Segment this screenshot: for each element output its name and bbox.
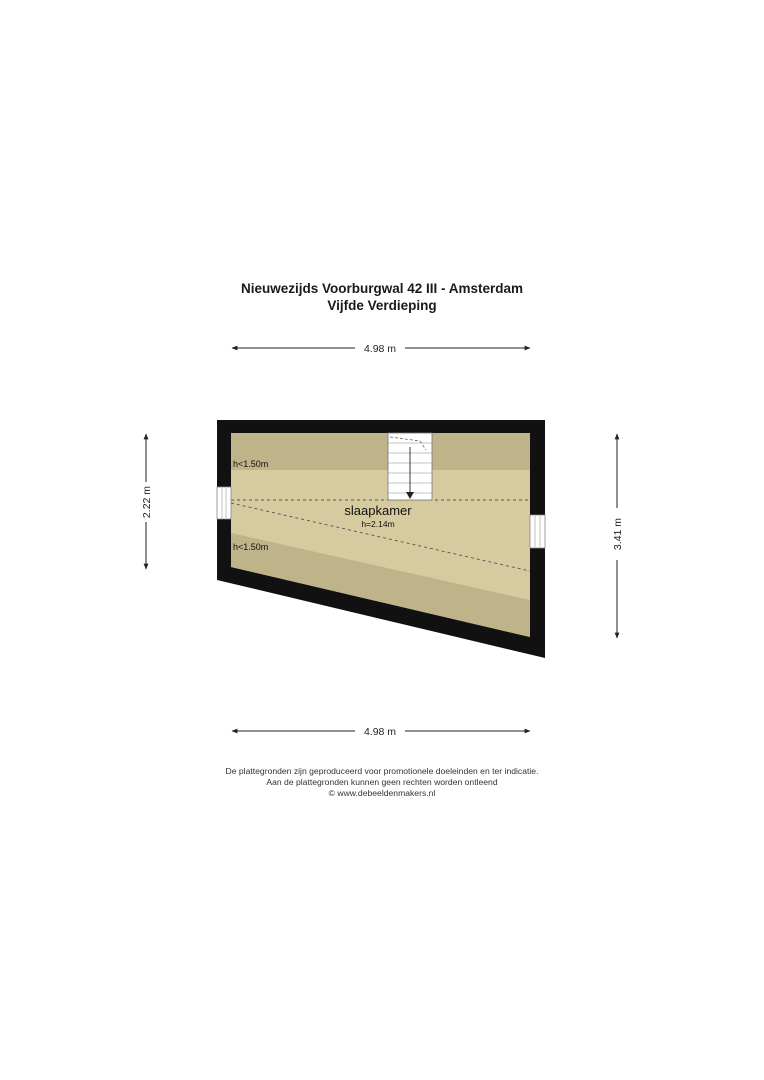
floor-title: Vijfde Verdieping — [327, 298, 437, 313]
disclaimer-line-2: Aan de plattegronden kunnen geen rechten worden ontleend — [266, 777, 498, 787]
dimension-bottom — [232, 726, 530, 738]
room-height-label: h=2.14m — [361, 519, 395, 529]
dimension-bottom-label: 4.98 m — [363, 726, 397, 738]
dimension-top — [232, 343, 530, 355]
dimension-right — [612, 434, 624, 638]
address-title: Nieuwezijds Voorburgwal 42 III - Amsterdam — [240, 281, 524, 296]
low-ceiling-label-bottom: h<1.50m — [233, 542, 269, 552]
window-right — [530, 515, 545, 548]
dimension-right-label: 3.41 m — [612, 517, 624, 551]
window-left — [217, 487, 231, 519]
dimension-left-label: 2.22 m — [141, 485, 153, 519]
disclaimer-footer — [0, 766, 764, 799]
copyright-line: © www.debeeldenmakers.nl — [328, 788, 436, 798]
dimension-left — [141, 434, 153, 569]
low-ceiling-zone-top — [231, 433, 530, 470]
staircase — [388, 433, 432, 500]
room-name-label: slaapkamer — [344, 503, 412, 518]
dimension-top-label: 4.98 m — [363, 343, 397, 355]
disclaimer-line-1: De plattegronden zijn geproduceerd voor promotionele doeleinden en ter indicatie. — [225, 766, 539, 776]
low-ceiling-label-top: h<1.50m — [233, 459, 269, 469]
